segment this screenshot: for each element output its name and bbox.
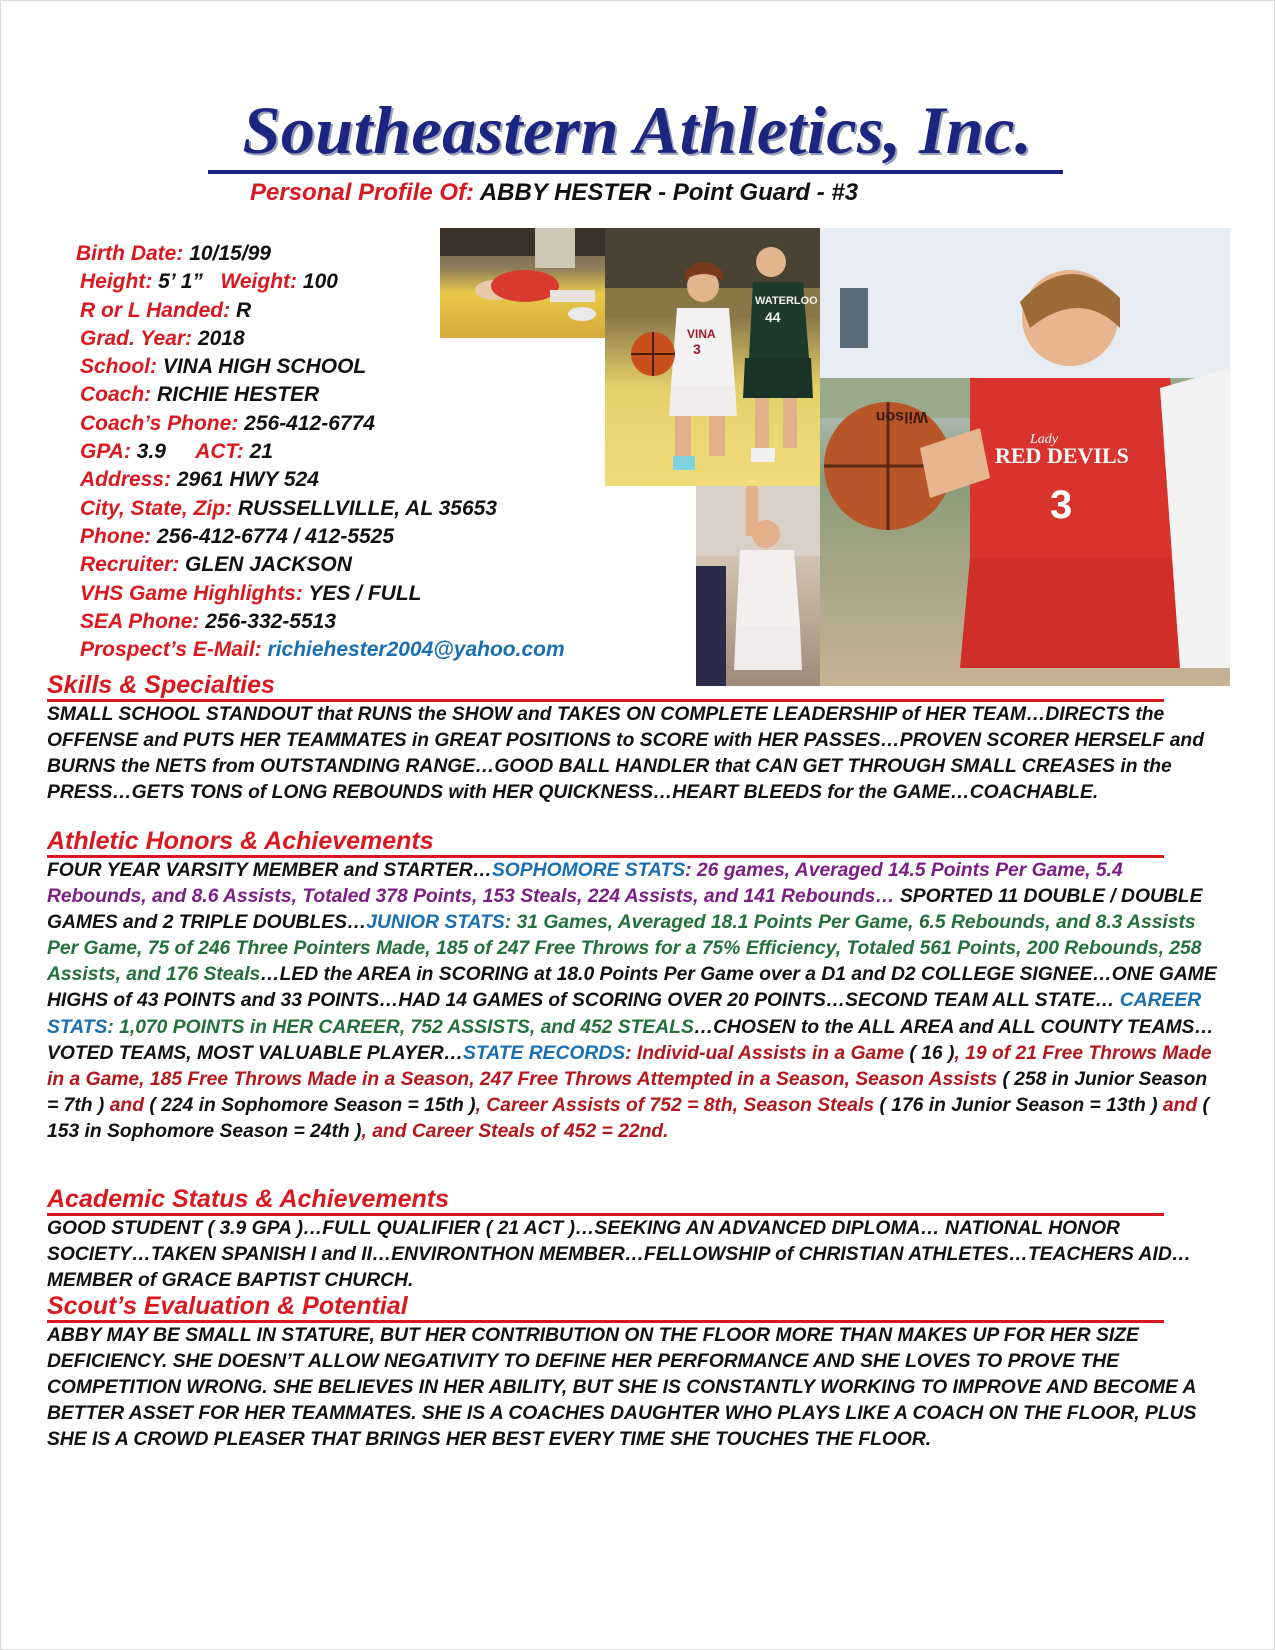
honors-segment: CAREER STATS bbox=[47, 990, 1202, 1038]
info-gpa-act: GPA: 3.9 ACT: 21 bbox=[80, 440, 273, 464]
section-title-honors: Athletic Honors & Achievements bbox=[47, 827, 434, 855]
honors-segment: ( 16 ) bbox=[909, 1042, 955, 1064]
jersey-text-vina: VINA bbox=[687, 327, 716, 341]
player-info bbox=[76, 240, 565, 664]
honors-segment: : Individ-ual Assists in a Game bbox=[625, 1042, 910, 1064]
info-coach: Coach: RICHIE HESTER bbox=[80, 383, 320, 407]
section-body-skills: SMALL SCHOOL STANDOUT that RUNS the SHOW and TAKES ON COMPLETE LEADERSHIP of HER TEAM…DIRECTS the OFFENSE and PUTS HER TEAMMATES in GREAT POSITIONS to SCORE with HER PASSES…PROVEN SCORER HERSELF and BURNS the NETS from OUTSTANDING RANGE…GOOD BALL HANDLER that CAN GET THROUGH SMALL CREASES in the PRESS…GETS TONS of LONG REBOUNDS with HER QUICKNESS…HEART BLEEDS for the GAME…COACHABLE. bbox=[47, 704, 1204, 804]
section-title-skills: Skills & Specialties bbox=[47, 671, 275, 699]
info-handed: R or L Handed: R bbox=[80, 298, 252, 322]
profile-label: Personal Profile Of: bbox=[250, 179, 475, 206]
section-skills bbox=[47, 672, 1222, 806]
photo-player-dribbling-vs-waterloo bbox=[605, 228, 820, 486]
info-address: Address: 2961 HWY 524 bbox=[80, 468, 319, 492]
section-title-academic: Academic Status & Achievements bbox=[47, 1185, 450, 1213]
profile-name: ABBY HESTER - Point Guard - #3 bbox=[479, 179, 859, 206]
jersey-number-waterloo: 44 bbox=[765, 309, 781, 325]
honors-segment: and bbox=[109, 1094, 150, 1116]
honors-segment: …LED the AREA in SCORING at 18.0 Points Per Game over a D1 and D2 COLLEGE SIGNEE…ONE GAME HIGHS of 43 POINTS and 33 POINTS…HAD 14 GAMES of SCORING OVER 20 POINTS…SECOND TEAM ALL STATE… bbox=[47, 964, 1217, 1012]
honors-segment: ( 224 in Sophomore Season = 15th ) bbox=[149, 1094, 476, 1116]
section-body-academic: GOOD STUDENT ( 3.9 GPA )…FULL QUALIFIER ( 21 ACT )…SEEKING AN ADVANCED DIPLOMA… NATIONAL HONOR SOCIETY…TAKEN SPANISH I and II…ENVIRONTHON MEMBER…FELLOWSHIP of CHRISTIAN ATHLETES…TEACHERS AID…MEMBER of GRACE BAPTIST CHURCH. bbox=[47, 1218, 1192, 1292]
info-vhs-highlights: VHS Game Highlights: YES / FULL bbox=[80, 581, 422, 605]
honors-segment: , and Career Steals of 452 = 22nd. bbox=[361, 1120, 669, 1142]
brand-title: Southeastern Athletics, Inc. bbox=[242, 92, 1033, 168]
section-academic bbox=[47, 1186, 1222, 1294]
jersey-number-vina: 3 bbox=[693, 341, 701, 357]
honors-segment: and bbox=[1162, 1094, 1203, 1116]
jersey-text-lady: Lady bbox=[1030, 432, 1058, 447]
photo-player-on-floor bbox=[440, 228, 605, 338]
section-scout bbox=[47, 1293, 1222, 1453]
honors-segment: : 1,070 POINTS in HER CAREER, 752 ASSISTS, and 452 STEALS bbox=[107, 1016, 694, 1038]
profile-heading bbox=[250, 178, 858, 208]
ball-brand-text: Wilson bbox=[875, 408, 928, 425]
honors-segment: …CHOSEN to the ALL AREA and ALL COUNTY TEAMS… VOTED TEAMS, MOST VALUABLE PLAYER… bbox=[47, 1016, 1214, 1064]
honors-segment: FOUR YEAR VARSITY MEMBER and STARTER… bbox=[47, 860, 492, 881]
info-school: School: VINA HIGH SCHOOL bbox=[80, 355, 367, 379]
photo-player-closeup-red-devils bbox=[820, 228, 1230, 686]
info-height-weight: Height: 5’ 1” Weight: 100 bbox=[80, 270, 338, 294]
info-recruiter: Recruiter: GLEN JACKSON bbox=[80, 553, 352, 577]
info-sea-phone: SEA Phone: 256-332-5513 bbox=[80, 609, 337, 633]
section-title-scout: Scout’s Evaluation & Potential bbox=[47, 1292, 408, 1320]
honors-segment: JUNIOR STATS bbox=[366, 912, 505, 934]
honors-segment: , 19 of 21 Free Throws Made in a Game, 185 Free Throws Made in a Season, 247 Free Throws Attempted in a Season, Season Assists bbox=[47, 1042, 1212, 1090]
info-email: Prospect’s E-Mail: richiehester2004@yahoo.com bbox=[80, 638, 565, 662]
info-city-state-zip: City, State, Zip: RUSSELLVILLE, AL 35653 bbox=[80, 496, 498, 520]
honors-segment: SOPHOMORE STATS bbox=[491, 860, 686, 881]
honors-segment: : 31 Games, Averaged 18.1 Points Per Game, 6.5 Rebounds, and 8.3 Assists Per Game, 75 of 246 Three Pointers Made, 185 of 247 Free Throws for a 75% Efficiency, Totaled 561 Points, 200 Rebounds, 258 Assists, and 176 Steals bbox=[47, 912, 1202, 986]
email-link[interactable]: richiehester2004@yahoo.com bbox=[267, 638, 565, 662]
brand-underline bbox=[208, 170, 1063, 174]
section-body-scout: ABBY MAY BE SMALL IN STATURE, BUT HER CONTRIBUTION ON THE FLOOR MORE THAN MAKES UP FOR HER SIZE DEFICIENCY. SHE DOESN’T ALLOW NEGATIVITY TO DEFINE HER PERFORMANCE AND SHE LOVES TO PROVE THE COMPETITION WRONG. SHE BELIEVES IN HER ABILITY, BUT SHE IS CONSTANTLY WORKING TO IMPROVE AND BECOME A BETTER ASSET FOR HER TEAMMATES. SHE IS A COACHES DAUGHTER WHO PLAYS LIKE A COACH ON THE FLOOR, PLUS SHE IS A CROWD PLEASER THAT BRINGS HER BEST EVERY TIME SHE TOUCHES THE FLOOR. bbox=[47, 1325, 1197, 1451]
info-grad-year: Grad. Year: 2018 bbox=[80, 326, 245, 350]
honors-segment: ( 176 in Junior Season = 13th ) bbox=[879, 1094, 1163, 1116]
honors-segment: ( 258 in Junior Season = 7th ) bbox=[47, 1068, 1208, 1116]
honors-segment: ( 153 in Sophomore Season = 24th ) bbox=[47, 1094, 1209, 1142]
section-body-honors bbox=[47, 858, 1222, 1145]
photo-player-shooting bbox=[696, 486, 820, 686]
jersey-text-waterloo: WATERLOO bbox=[755, 295, 818, 307]
jersey-text-red-devils: RED DEVILS bbox=[995, 443, 1129, 468]
jersey-number-red-devils: 3 bbox=[1050, 483, 1073, 527]
honors-segment: : 26 games, Averaged 14.5 Points Per Game, 5.4 Rebounds, and 8.6 Assists, Totaled 378 Points, 153 Steals, 224 Assists, and 141 Rebounds… bbox=[47, 860, 1123, 908]
honors-segment: STATE RECORDS bbox=[463, 1042, 626, 1064]
honors-segment: , Career Assists of 752 = 8th, Season Steals bbox=[475, 1094, 880, 1116]
section-honors bbox=[47, 828, 1222, 1145]
honors-segment: SPORTED 11 DOUBLE / DOUBLE GAMES and 2 TRIPLE DOUBLES… bbox=[47, 886, 1203, 934]
info-coach-phone: Coach’s Phone: 256-412-6774 bbox=[80, 411, 375, 435]
info-phone: Phone: 256-412-6774 / 412-5525 bbox=[80, 524, 395, 548]
info-birth-date: Birth Date: 10/15/99 bbox=[76, 242, 271, 265]
